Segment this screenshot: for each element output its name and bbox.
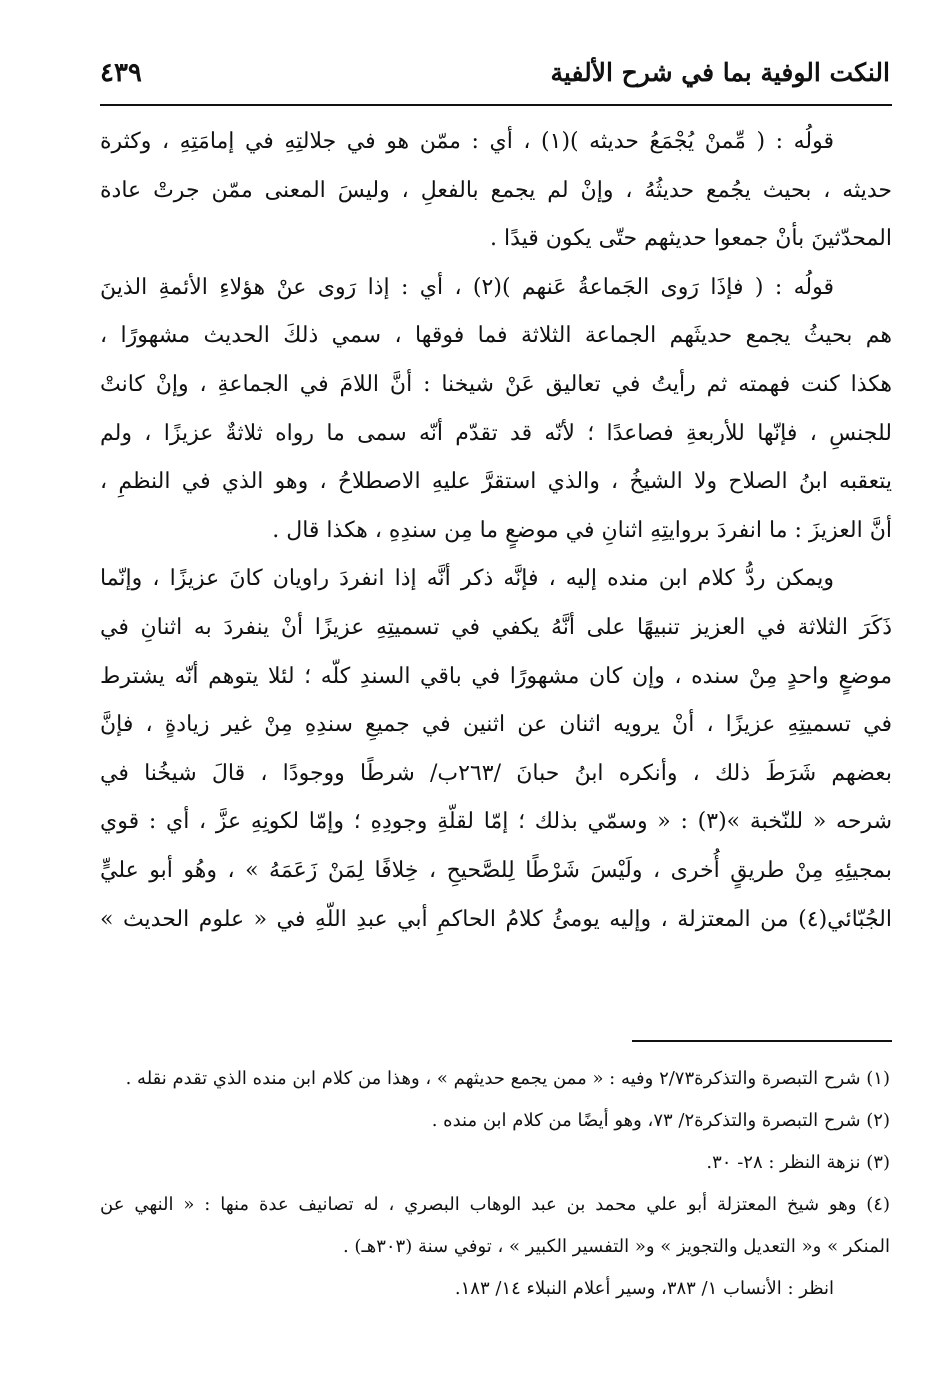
footnote-divider: [632, 1040, 892, 1042]
text-line: المحدّثينَ بأنْ جمعوا حديثهم حتّى يكون قيدًا .: [489, 226, 892, 252]
text-line: هكذا كنت فهمته ثم رأيتُ في تعاليق عَنْ شيخنا : أنَّ اللامَ في الجماعةِ ، وإنْ كانتْ: [100, 371, 892, 397]
running-title: النكت الوفية بما في شرح الألفية: [550, 58, 890, 87]
text-line: في تسميتِهِ عزيزًا ، أنْ يرويه اثنان عن اثنين في جميعِ سندِهِ مِنْ غير زيادةٍ ، فإنَّ: [100, 712, 892, 738]
page-number: ٤٣٩: [100, 58, 142, 88]
footnote-line: انظر : الأنساب ١/ ٣٨٣، وسير أعلام النبلاء ١٤/ ١٨٣.: [454, 1278, 834, 1299]
footnote-line: المنكر » و« التعديل والتجويز » و« التفسير الكبير » ، توفي سنة (٣٠٣هـ) .: [342, 1236, 890, 1257]
text-line: للجنسِ ، فإنّها للأربعةِ فصاعدًا ؛ لأنّه قد تقدّم أنّه سمى ما رواه ثلاثةٌ عزيزًا ، ولم: [100, 420, 892, 446]
text-line: قولُه : ( فإذَا رَوى الجَماعةُ عَنهم )(٢) ، أي : إذا رَوى عنْ هؤلاءِ الأئمةِ الذينَ: [100, 274, 835, 300]
text-line: أنَّ العزيزَ : ما انفردَ بروايتِهِ اثنانِ في موضعٍ ما مِن سندِهِ ، هكذا قال .: [272, 517, 892, 543]
footnote-line: (٤) وهو شيخ المعتزلة أبو علي محمد بن عبد الوهاب البصري ، له تصانيف عدة منها : « النهي عن: [100, 1194, 890, 1215]
footnote-line: (١) شرح التبصرة والتذكرة٢/٧٣ وفيه : « ممن يجمع حديثهم » ، وهذا من كلام ابن منده الذي تقدم نقله .: [125, 1068, 890, 1089]
footnotes: [100, 1058, 890, 1310]
text-line: موضعٍ واحدٍ مِنْ سنده ، وإن كان مشهورًا في باقي السندِ كلّه ؛ لئلا يتوهم أنّه يشترط: [100, 663, 892, 689]
text-line: هم بحيثُ يجمع حديثَهم الجماعة الثلاثة فما فوقها ، سمي ذلكَ الحديث مشهورًا ،: [100, 323, 892, 349]
text-line: ذَكَرَ الثلاثة في العزيز تنبيهًا على أنَّهُ يكفي في تسميتِهِ عزيزًا أنْ ينفردَ به اثنانِ في: [100, 614, 892, 640]
main-text: [100, 118, 892, 944]
text-line: شرحه « للنّخبة »(٣) : « وسمّي بذلك ؛ إمّا لقلّةِ وجودِهِ ؛ وإمّا لكونِهِ عزَّ ، أي : قوي: [100, 809, 892, 835]
text-line: بمجيئِهِ مِنْ طريقٍ أُخرى ، ولَيْسَ شَرْطًا لِلصَّحيحِ ، خِلافًا لِمَنْ زَعَمَهُ » ، وهُو أبو عليٍّ: [100, 857, 892, 883]
text-line: ويمكن ردُّ كلام ابن منده إليه ، فإنَّه ذكر أنَّه إذا انفردَ راويان كانَ عزيزًا ، وإنّما: [100, 566, 834, 592]
page-header: [100, 52, 890, 96]
footnote-line: (٢) شرح التبصرة والتذكرة٢/ ٧٣، وهو أيضًا من كلام ابن منده .: [431, 1110, 890, 1131]
text-line: حديثه ، بحيث يجُمع حديثُهُ ، وإنْ لم يجمع بالفعلِ ، وليسَ المعنى ممّن جرتْ عادة: [100, 177, 892, 203]
footnote-line: (٣) نزهة النظر : ٢٨- ٣٠.: [706, 1152, 890, 1173]
text-line: قولُه : ( مِّمنْ يُجْمَعُ حديثه )(١) ، أي : ممّن هو في جلالتِهِ في إمامَتِهِ ، وكثرة: [100, 129, 834, 154]
text-line: يتعقبه ابنُ الصلاح ولا الشيخُ ، والذي استقرَّ عليهِ الاصطلاحُ ، وهو الذي في النظمِ ،: [100, 469, 892, 495]
text-line: بعضهم شَرَطَ ذلك ، وأنكره ابنُ حبانَ /٢٦٣ب/ شرطًا ووجودًا ، قالَ شيخُنا في: [100, 760, 892, 786]
text-line: الجُبّائي(٤) من المعتزلة ، وإليه يومئُ كلامُ الحاكمِ أبي عبدِ اللّهِ في « علوم الحديث »: [100, 906, 892, 932]
header-divider: [100, 104, 892, 106]
